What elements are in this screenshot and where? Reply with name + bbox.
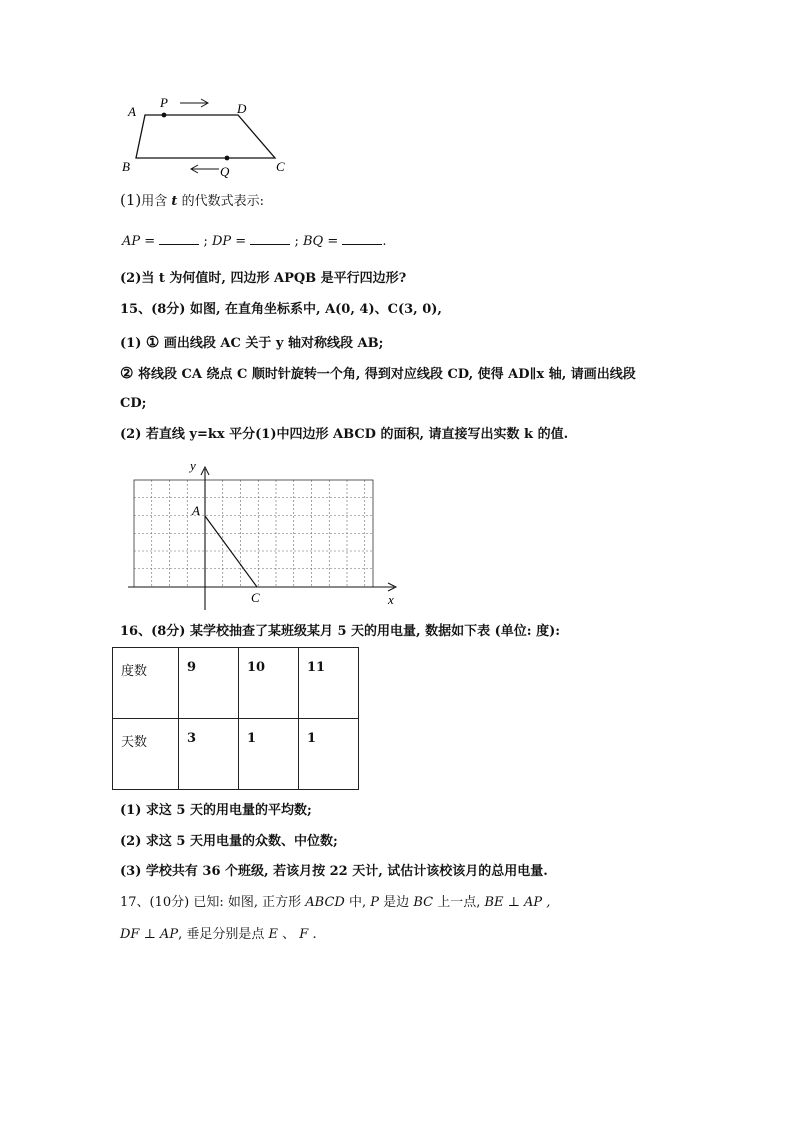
q17-e: E — [268, 927, 278, 942]
label-q: Q — [220, 164, 230, 179]
q17-prefix: 17、(10分) 已知: 如图, 正方形 — [120, 895, 302, 910]
q16-heading: 16、(8分) 某学校抽查了某班级某月 5 天的用电量, 数据如下表 (单位: 度): — [120, 624, 561, 639]
q17-mid1: 中, — [348, 895, 367, 910]
point-q — [225, 156, 230, 161]
axis-label-x: x — [388, 592, 394, 607]
q14-part1 — [120, 191, 264, 211]
row1-cell: 10 — [239, 648, 299, 719]
row2-cell: 3 — [179, 719, 239, 790]
label-p: P — [160, 95, 168, 110]
q14-part1-text: 用含 — [141, 194, 168, 209]
q16-q3: (3) 学校共有 36 个班级, 若该月按 22 天计, 试估计该校该月的总用电量. — [120, 864, 548, 879]
q17-tail1: , 垂足分别是点 — [178, 927, 265, 942]
q17-line2 — [120, 926, 317, 944]
q15-part1-prefix: (1) — [120, 336, 142, 351]
coordinate-grid — [118, 455, 408, 615]
sep-2: ; — [294, 234, 299, 249]
label-a: A — [128, 104, 136, 119]
label-d: D — [237, 101, 247, 116]
q16-q1: (1) 求这 5 天的用电量的平均数; — [120, 803, 312, 818]
q17-end: . — [312, 927, 317, 942]
segment-ac — [205, 516, 257, 587]
grid-label-c: C — [251, 590, 260, 605]
circle-1: ① — [145, 333, 160, 351]
end-dot: . — [382, 234, 387, 249]
dp-blank[interactable] — [250, 232, 290, 245]
q14-part1-num: (1) — [120, 191, 142, 209]
row1-label: 度数 — [113, 648, 179, 719]
row1-cell: 11 — [299, 648, 359, 719]
q15-part1b — [120, 364, 636, 384]
q15-part1b-text: 将线段 CA 绕点 C 顺时针旋转一个角, 得到对应线段 CD, 使得 AD∥x 轴, 请画出线段 — [137, 367, 636, 382]
q17-f: F — [299, 927, 309, 942]
trapezoid-abcd — [136, 115, 275, 158]
label-b: B — [122, 159, 130, 174]
bq-blank[interactable] — [342, 232, 382, 245]
table-row — [113, 719, 359, 790]
q15-part1b-cont: CD; — [120, 396, 147, 411]
circle-2: ② — [120, 364, 134, 382]
grid-lines — [134, 480, 373, 587]
dp-label: DP = — [211, 234, 247, 249]
row2-cell: 1 — [299, 719, 359, 790]
q17-mid2: 是边 — [383, 895, 410, 910]
q17-sep: 、 — [282, 927, 296, 942]
electricity-table — [112, 647, 359, 790]
q15-part1 — [120, 333, 383, 353]
q14-part2: (2)当 t 为何值时, 四边形 APQB 是平行四边形? — [120, 271, 407, 286]
ap-blank[interactable] — [159, 232, 199, 245]
q17-abcd: ABCD — [305, 895, 345, 910]
q15-heading: 15、(8分) 如图, 在直角坐标系中, A(0, 4)、C(3, 0), — [120, 302, 442, 317]
table-row — [113, 648, 359, 719]
q15-part1-text: 画出线段 AC 关于 y 轴对称线段 AB; — [163, 336, 384, 351]
grid-label-a: A — [192, 503, 200, 518]
q16-q2: (2) 求这 5 天用电量的众数、中位数; — [120, 834, 338, 849]
q14-part1-tail: 的代数式表示: — [181, 194, 264, 209]
bq-label: BQ = — [303, 234, 339, 249]
label-c: C — [276, 159, 285, 174]
point-p — [162, 113, 167, 118]
q17-df-ap: DF ⊥ AP — [120, 927, 179, 942]
row1-cell: 9 — [179, 648, 239, 719]
q17-mid3: 上一点, — [437, 895, 481, 910]
trapezoid-figure — [110, 92, 310, 182]
q17-be-ap: BE ⊥ AP , — [484, 895, 551, 910]
sep-1: ; — [203, 234, 208, 249]
q14-blanks-line — [122, 232, 387, 251]
q14-var-t: t — [171, 194, 178, 209]
q15-part2: (2) 若直线 y=kx 平分(1)中四边形 ABCD 的面积, 请直接写出实数 k 的值. — [120, 427, 569, 442]
row2-cell: 1 — [239, 719, 299, 790]
q17-line1 — [120, 894, 550, 912]
row2-label: 天数 — [113, 719, 179, 790]
grid-border — [134, 480, 373, 587]
ap-label: AP = — [122, 234, 156, 249]
axis-label-y: y — [190, 458, 196, 473]
q17-bc: BC — [413, 895, 434, 910]
q17-p: P — [370, 895, 380, 910]
